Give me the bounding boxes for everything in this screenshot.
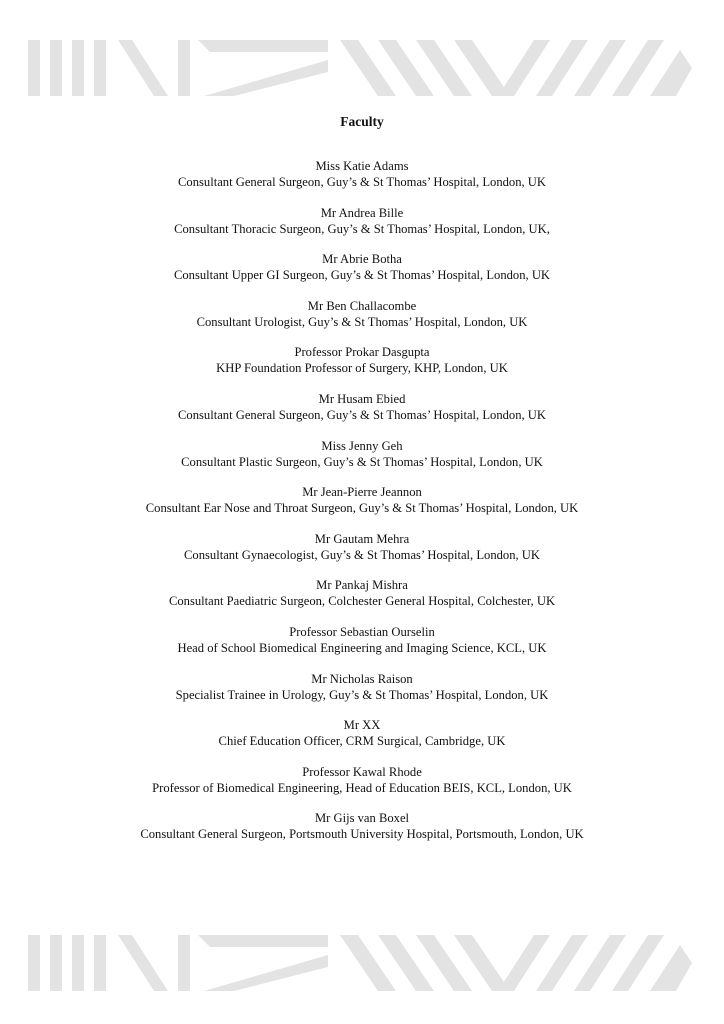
faculty-role: Consultant Plastic Surgeon, Guy’s & St Thomas’ Hospital, London, UK [181, 454, 543, 469]
faculty-role: Head of School Biomedical Engineering and Imaging Science, KCL, UK [177, 640, 547, 655]
faculty-name: Professor Prokar Dasgupta [294, 345, 430, 360]
faculty-role: Chief Education Officer, CRM Surgical, Cambridge, UK [218, 734, 506, 749]
faculty-role: Consultant Paediatric Surgeon, Colchester General Hospital, Colchester, UK [168, 594, 556, 609]
faculty-name: Professor Sebastian Ourselin [289, 624, 435, 639]
faculty-entry [0, 531, 724, 578]
footer-decorative-band [28, 933, 696, 993]
faculty-name: Mr Pankaj Mishra [316, 578, 408, 593]
faculty-name: Mr Gautam Mehra [314, 531, 410, 546]
faculty-entry [0, 438, 724, 485]
faculty-section [0, 112, 724, 857]
diagonal-stripe-pattern-icon [28, 933, 696, 993]
faculty-role: Consultant General Surgeon, Portsmouth University Hospital, Portsmouth, London, UK [140, 827, 584, 842]
faculty-role: Consultant Gynaecologist, Guy’s & St Thomas’ Hospital, London, UK [184, 547, 540, 562]
faculty-list [0, 158, 724, 857]
faculty-role: Specialist Trainee in Urology, Guy’s & St Thomas’ Hospital, London, UK [175, 687, 549, 702]
faculty-entry [0, 577, 724, 624]
faculty-entry [0, 671, 724, 718]
faculty-entry [0, 251, 724, 298]
faculty-role: Professor of Biomedical Engineering, Head of Education BEIS, KCL, London, UK [152, 780, 572, 795]
faculty-role: Consultant Urologist, Guy’s & St Thomas’ Hospital, London, UK [196, 314, 528, 329]
faculty-name: Mr Ben Challacombe [307, 298, 417, 313]
faculty-entry [0, 391, 724, 438]
faculty-name: Professor Kawal Rhode [302, 764, 422, 779]
page-title: Faculty [340, 114, 384, 129]
faculty-name: Miss Katie Adams [315, 159, 409, 173]
faculty-role: Consultant Upper GI Surgeon, Guy’s & St Thomas’ Hospital, London, UK [173, 268, 551, 283]
faculty-entry [0, 484, 724, 531]
faculty-role: Consultant General Surgeon, Guy’s & St Thomas’ Hospital, London, UK [178, 175, 546, 189]
faculty-role: Consultant Thoracic Surgeon, Guy’s & St Thomas’ Hospital, London, UK, [174, 221, 550, 236]
faculty-name: Mr Gijs van Boxel [314, 811, 410, 826]
faculty-entry [0, 344, 724, 391]
faculty-role: Consultant General Surgeon, Guy’s & St Thomas’ Hospital, London, UK [178, 407, 546, 422]
faculty-name: Miss Jenny Geh [321, 438, 403, 453]
faculty-name: Mr XX [343, 718, 381, 733]
diagonal-stripe-pattern-icon [28, 38, 696, 98]
faculty-name: Mr Abrie Botha [322, 252, 402, 267]
faculty-role: KHP Foundation Professor of Surgery, KHP, London, UK [216, 361, 508, 376]
faculty-name: Mr Andrea Bille [320, 205, 404, 220]
faculty-entry [0, 810, 724, 857]
faculty-entry [0, 298, 724, 345]
faculty-name: Mr Husam Ebied [318, 391, 406, 406]
faculty-entry [0, 158, 724, 205]
faculty-entry [0, 205, 724, 252]
faculty-entry [0, 624, 724, 671]
header-decorative-band [28, 38, 696, 98]
faculty-name: Mr Jean-Pierre Jeannon [302, 485, 422, 500]
faculty-entry [0, 717, 724, 764]
faculty-entry [0, 764, 724, 811]
faculty-role: Consultant Ear Nose and Throat Surgeon, Guy’s & St Thomas’ Hospital, London, UK [145, 501, 579, 516]
faculty-name: Mr Nicholas Raison [311, 671, 413, 686]
